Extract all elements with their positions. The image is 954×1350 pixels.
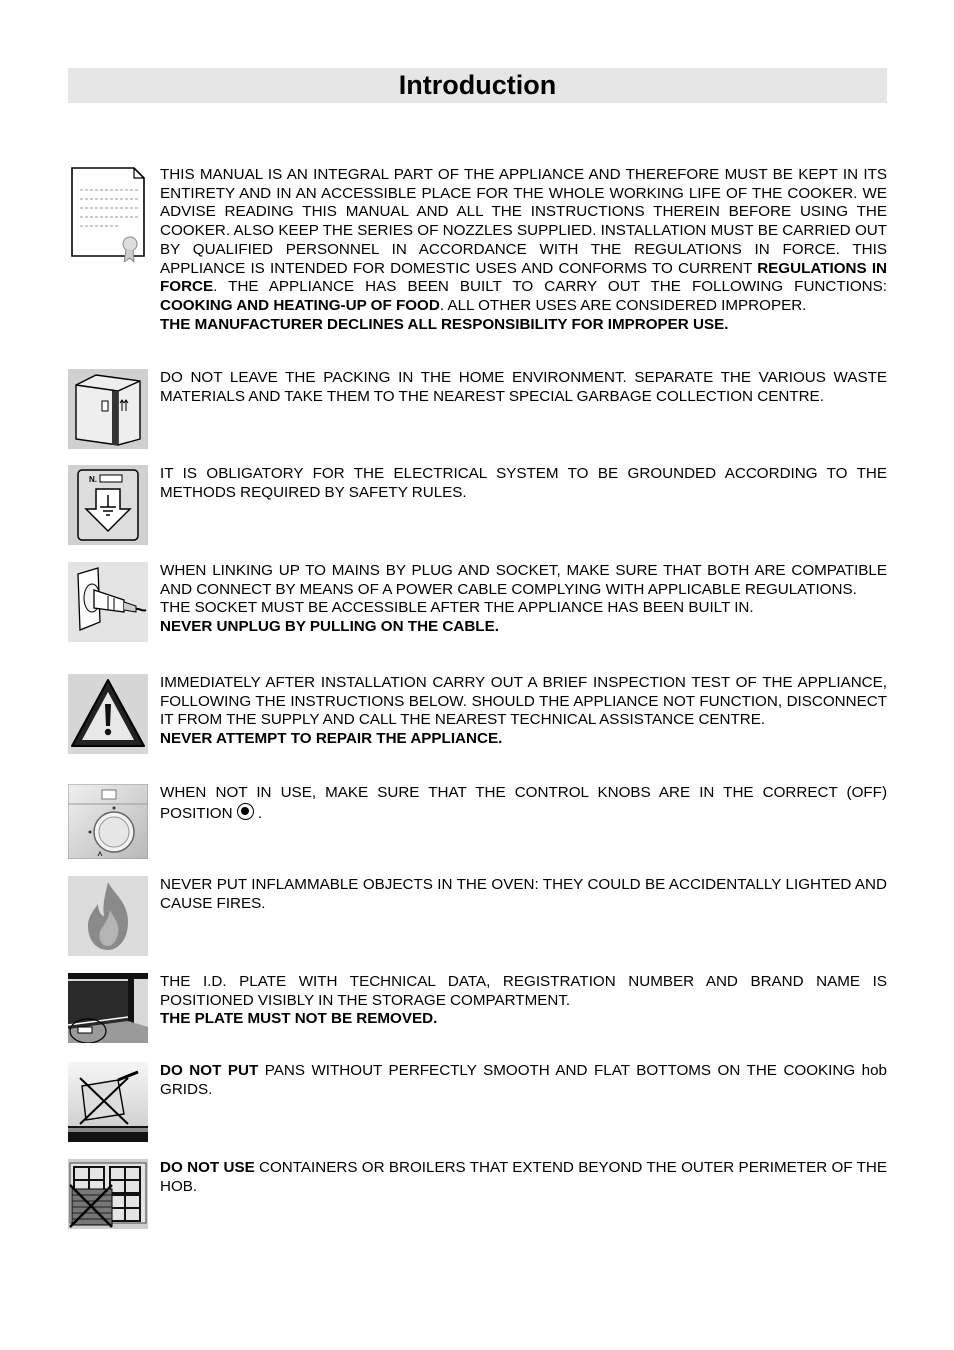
text-run: WHEN NOT IN USE, MAKE SURE THAT THE CONTROL KNOBS ARE IN THE CORRECT (OFF) POSITION [160, 784, 887, 822]
emphasis: NEVER UNPLUG BY PULLING ON THE CABLE. [160, 618, 499, 636]
section-text [160, 1062, 887, 1099]
section-text [160, 1159, 887, 1196]
certificate-document-icon [68, 166, 148, 246]
emphasis: NEVER ATTEMPT TO REPAIR THE APPLIANCE. [160, 730, 503, 748]
plug-socket-icon [68, 562, 148, 642]
paragraph [160, 1062, 887, 1099]
emphasis: COOKING AND HEATING-UP OF FOOD [160, 296, 440, 314]
page-title: Introduction [398, 70, 557, 100]
paragraph [160, 1159, 887, 1196]
section-text [160, 465, 887, 502]
section-text [160, 369, 887, 406]
control-knob-icon [68, 784, 148, 859]
warning-line [160, 618, 887, 637]
emphasis: THE PLATE MUST NOT BE REMOVED. [160, 1010, 438, 1028]
ground-symbol-icon [68, 465, 148, 545]
paragraph: THE SOCKET MUST BE ACCESSIBLE AFTER THE APPLIANCE HAS BEEN BUILT IN. [160, 599, 754, 617]
flame-icon [68, 876, 148, 956]
section-text [160, 973, 887, 1029]
emphasis: REGULATIONS IN FORCE [160, 259, 888, 296]
text-run: . ALL OTHER USES ARE CONSIDERED IMPROPER. [439, 296, 807, 314]
id-plate-icon [68, 973, 148, 1043]
paragraph: IMMEDIATELY AFTER INSTALLATION CARRY OUT A BRIEF INSPECTION TEST OF THE APPLIANCE, FOLLOWING THE INSTRUCTIONS BELOW. SHOULD THE APPLIANCE NOT FUNCTION, DISCONNECT IT FROM THE SUPPLY AND CALL THE NEAREST TECHNICAL ASSISTANCE CENTRE. [160, 674, 887, 729]
text-run: . [253, 804, 263, 822]
text-run: PANS WITHOUT PERFECTLY SMOOTH AND FLAT BOTTOMS ON THE COOKING hob GRIDS. [160, 1062, 888, 1098]
emphasis: DO NOT PUT [160, 1062, 259, 1079]
off-position-icon [237, 803, 254, 820]
section-text [160, 784, 887, 823]
text-run: . THE APPLIANCE HAS BEEN BUILT TO CARRY OUT THE FOLLOWING FUNCTIONS: [213, 278, 887, 296]
text-run: THIS MANUAL IS AN INTEGRAL PART OF THE APPLIANCE AND THEREFORE MUST BE KEPT IN ITS ENTIRETY AND IN AN ACCESSIBLE PLACE FOR THE WHOLE WORKING LIFE OF THE COOKER. WE ADVISE READING THIS MANUAL AND ALL THE INSTRUCTIONS THEREIN BEFORE USING THE COOKER. ALSO KEEP THE SERIES OF NOZZLES SUPPLIED. INSTALLATION MUST BE CARRIED OUT BY QUALIFIED PERSONNEL IN ACCORDANCE WITH THE REGULATIONS IN FORCE. THIS APPLIANCE IS INTENDED FOR DOMESTIC USES AND CONFORMS TO CURRENT [160, 166, 887, 277]
paragraph [160, 166, 887, 316]
page-title-bar [68, 68, 887, 103]
paragraph: NEVER PUT INFLAMMABLE OBJECTS IN THE OVEN: THEY COULD BE ACCIDENTALLY LIGHTED AND CAUSE FIRES. [160, 876, 887, 912]
emphasis: DO NOT USE [160, 1159, 255, 1176]
packing-box-icon [68, 369, 148, 449]
warning-line [160, 316, 887, 335]
text-run: CONTAINERS OR BROILERS THAT EXTEND BEYOND THE OUTER PERIMETER OF THE HOB. [160, 1159, 887, 1195]
warning-line [160, 1010, 887, 1029]
crossed-hob-grill-icon [68, 1159, 148, 1229]
paragraph: THE I.D. PLATE WITH TECHNICAL DATA, REGISTRATION NUMBER AND BRAND NAME IS POSITIONED VISIBLY IN THE STORAGE COMPARTMENT. [160, 973, 887, 1009]
paragraph: DO NOT LEAVE THE PACKING IN THE HOME ENVIRONMENT. SEPARATE THE VARIOUS WASTE MATERIALS AND TAKE THEM TO THE NEAREST SPECIAL GARBAGE COLLECTION CENTRE. [160, 369, 887, 405]
warning-triangle-icon [68, 674, 148, 754]
crossed-pan-icon [68, 1062, 148, 1142]
section-text [160, 876, 887, 913]
svg-text:N.: N. [89, 475, 97, 484]
section-text [160, 674, 887, 749]
section-text [160, 562, 887, 637]
section-text [160, 166, 887, 334]
paragraph: IT IS OBLIGATORY FOR THE ELECTRICAL SYSTEM TO BE GROUNDED ACCORDING TO THE METHODS REQUIRED BY SAFETY RULES. [160, 465, 887, 501]
emphasis: THE MANUFACTURER DECLINES ALL RESPONSIBILITY FOR IMPROPER USE. [160, 315, 729, 333]
paragraph [160, 784, 887, 823]
paragraph: WHEN LINKING UP TO MAINS BY PLUG AND SOCKET, MAKE SURE THAT BOTH ARE COMPATIBLE AND CONNECT BY MEANS OF A POWER CABLE COMPLYING WITH APPLICABLE REGULATIONS. [160, 562, 887, 598]
warning-line [160, 730, 887, 749]
